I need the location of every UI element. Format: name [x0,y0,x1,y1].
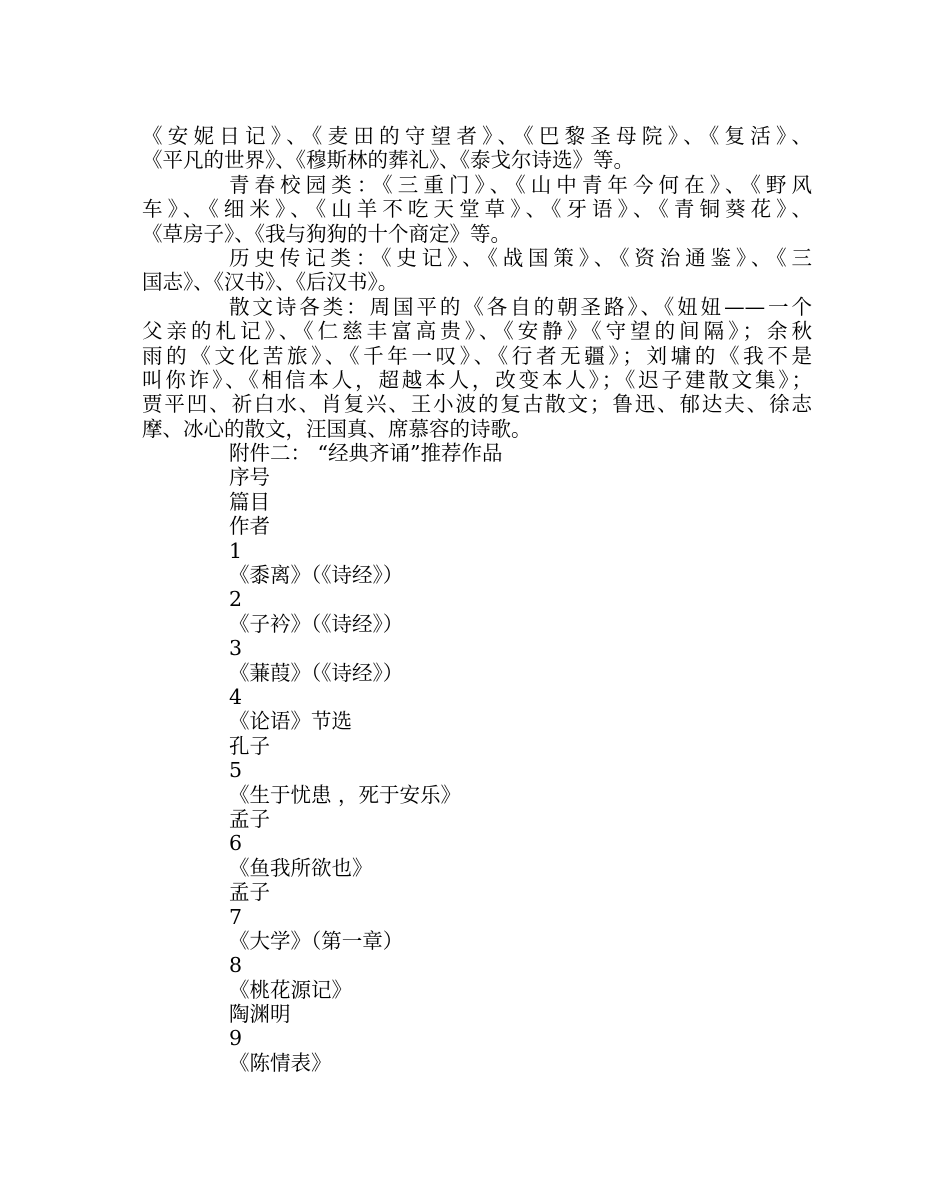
work-number: 5 [229,758,243,783]
text-line: 《草房子》、《我与狗狗的十个商定》等。 [142,221,511,246]
text-line: 《平凡的世界》、《穆斯林的葬礼》、《泰戈尔诗选》等。 [142,148,634,173]
work-title: 《黍离》（《诗经》） [229,563,404,588]
work-title: 《陈情表》 [229,1050,332,1075]
text-line: 贾平凹、祈白水、肖复兴、王小波的复古散文；鲁迅、郁达夫、徐志 [142,392,812,417]
work-number: 9 [229,1026,243,1051]
work-title: 《蒹葭》（《诗经》） [229,660,404,685]
work-title: 《桃花源记》 [229,977,352,1002]
work-number: 4 [229,684,243,709]
text-line: 车》、《细米》、《山羊不吃天堂草》、《牙语》、《青铜葵花》、 [142,197,812,222]
work-number: 2 [229,587,243,612]
table-header-no: 序号 [229,465,270,490]
work-number: 8 [229,953,243,978]
work-author: 孟子 [229,880,270,905]
text-line: 《安妮日记》、《麦田的守望者》、《巴黎圣母院》、《复活》、 [142,124,812,148]
work-title: 《子衿》（《诗经》） [229,611,404,636]
work-author: 陶渊明 [229,1002,291,1027]
text-line: 历史传记类：《史记》、《战国策》、《资治通鉴》、《三 [229,245,812,270]
document-page [142,124,812,1075]
paragraph-history-biography [142,246,812,295]
work-title: 《大学》（第一章） [229,928,404,953]
work-number: 3 [229,636,243,661]
work-title: 《论语》节选 [229,709,352,734]
work-author: 孔子 [229,733,270,758]
attachment-title: 附件二： “经典齐诵”推荐作品 [229,441,503,466]
paragraph-prose-poetry [142,295,812,441]
paragraph-foreign-classics [142,124,812,173]
text-line: 国志》、《汉书》、《后汉书》。 [142,270,399,295]
text-line: 摩、冰心的散文，汪国真、席慕容的诗歌。 [142,416,532,441]
works-list [142,539,812,1076]
work-number: 1 [229,538,243,563]
work-author: 孟子 [229,806,270,831]
work-number: 6 [229,831,243,856]
work-number: 7 [229,904,243,929]
table-header-author: 作者 [229,514,270,539]
text-line: 叫你诈》、《相信本人，超越本人，改变本人》；《迟子建散文集》； [142,367,812,392]
text-line: 青春校园类：《三重门》、《山中青年今何在》、《野风 [229,172,812,197]
text-line: 父亲的札记》、《仁慈丰富高贵》、《安静》《守望的间隔》；余秋 [142,319,812,344]
text-line: 散文诗各类：周国平的《各自的朝圣路》、《妞妞——一个 [229,294,812,319]
text-line: 雨的《文化苦旅》、《千年一叹》、《行者无疆》；刘墉的《我不是 [142,343,812,368]
work-title: 《生于忧患 ，死于安乐》 [229,782,462,807]
paragraph-campus-youth [142,173,812,246]
table-header-title: 篇目 [229,489,270,514]
work-title: 《鱼我所欲也》 [229,855,373,880]
